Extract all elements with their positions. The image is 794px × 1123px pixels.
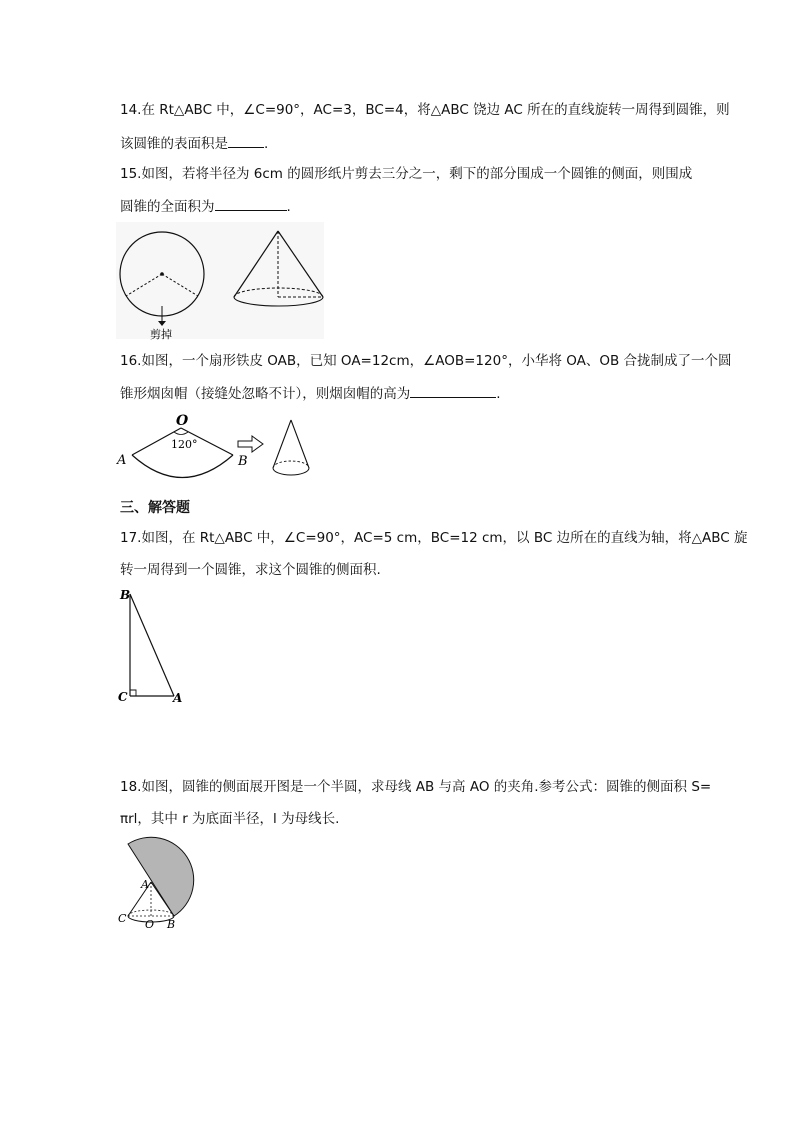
q16-answer-blank[interactable] — [410, 383, 496, 398]
q18-line1: 18.如图，圆锥的侧面展开图是一个半圆，求母线 AB 与高 AO 的夹角.参考公式：圆锥的侧面积 S= — [120, 779, 712, 795]
q15-figure — [116, 222, 326, 340]
q14-line2-end: . — [264, 136, 269, 152]
q15-line2 — [120, 196, 291, 216]
label-o: O — [145, 918, 155, 931]
small-cone-left — [273, 420, 291, 468]
q16-line2-text: 锥形烟囱帽（接缝处忽略不计），则烟囱帽的高为 — [120, 386, 411, 402]
q14-answer-blank[interactable] — [228, 133, 264, 148]
label-c: C — [118, 912, 127, 925]
label-b: B — [120, 588, 131, 602]
q16-line2-end: . — [496, 386, 501, 402]
side-ab — [130, 594, 174, 696]
q18-figure — [114, 836, 200, 932]
label-b: B — [167, 918, 176, 931]
angle-arc — [174, 432, 188, 435]
right-angle-mark — [130, 690, 136, 696]
small-cone-base-front — [273, 468, 309, 475]
q15-line1: 15.如图，若将半径为 6cm 的圆形纸片剪去三分之一，剩下的部分围成一个圆锥的侧面，则围成 — [120, 166, 693, 182]
q17-line2: 转一周得到一个圆锥，求这个圆锥的侧面积. — [120, 562, 381, 578]
label-a: A — [173, 691, 183, 705]
small-cone-base-back — [273, 461, 309, 468]
label-o: O — [176, 413, 189, 429]
q14-line2 — [120, 133, 268, 153]
transform-arrow — [238, 436, 263, 452]
q18-line2: πrl，其中 r 为底面半径，l 为母线长. — [120, 811, 340, 827]
q15-line2-end: . — [286, 199, 291, 215]
q17-triangle-figure — [116, 584, 196, 708]
unfolded-semicircle — [128, 837, 194, 916]
section-heading: 三、解答题 — [120, 500, 190, 516]
q16-line1: 16.如图，一个扇形铁皮 OAB，已知 OA=12cm，∠AOB=120°，小华将 OA、OB 合拢制成了一个圆 — [120, 353, 732, 369]
label-c: C — [118, 690, 128, 704]
q15-line2-text: 圆锥的全面积为 — [120, 199, 215, 215]
cut-label: 剪掉 — [150, 328, 172, 340]
q17-line1: 17.如图，在 Rt△ABC 中，∠C=90°，AC=5 cm，BC=12 cm，以 BC 边所在的直线为轴，将△ABC 旋 — [120, 530, 748, 546]
label-angle-120: 120° — [171, 438, 198, 451]
q14-line2-text: 该圆锥的表面积是 — [120, 136, 228, 152]
label-a: A — [141, 878, 149, 891]
q16-figure — [114, 410, 314, 486]
q15-answer-blank[interactable] — [215, 196, 287, 211]
label-a: A — [117, 453, 127, 468]
sector-arc — [132, 455, 233, 478]
q16-line2 — [120, 383, 501, 403]
q14-line1: 14.在 Rt△ABC 中，∠C=90°，AC=3，BC=4，将△ABC 饶边 AC 所在的直线旋转一周得到圆锥，则 — [120, 102, 730, 118]
q15-figure-background — [116, 222, 324, 339]
label-b: B — [238, 454, 248, 469]
